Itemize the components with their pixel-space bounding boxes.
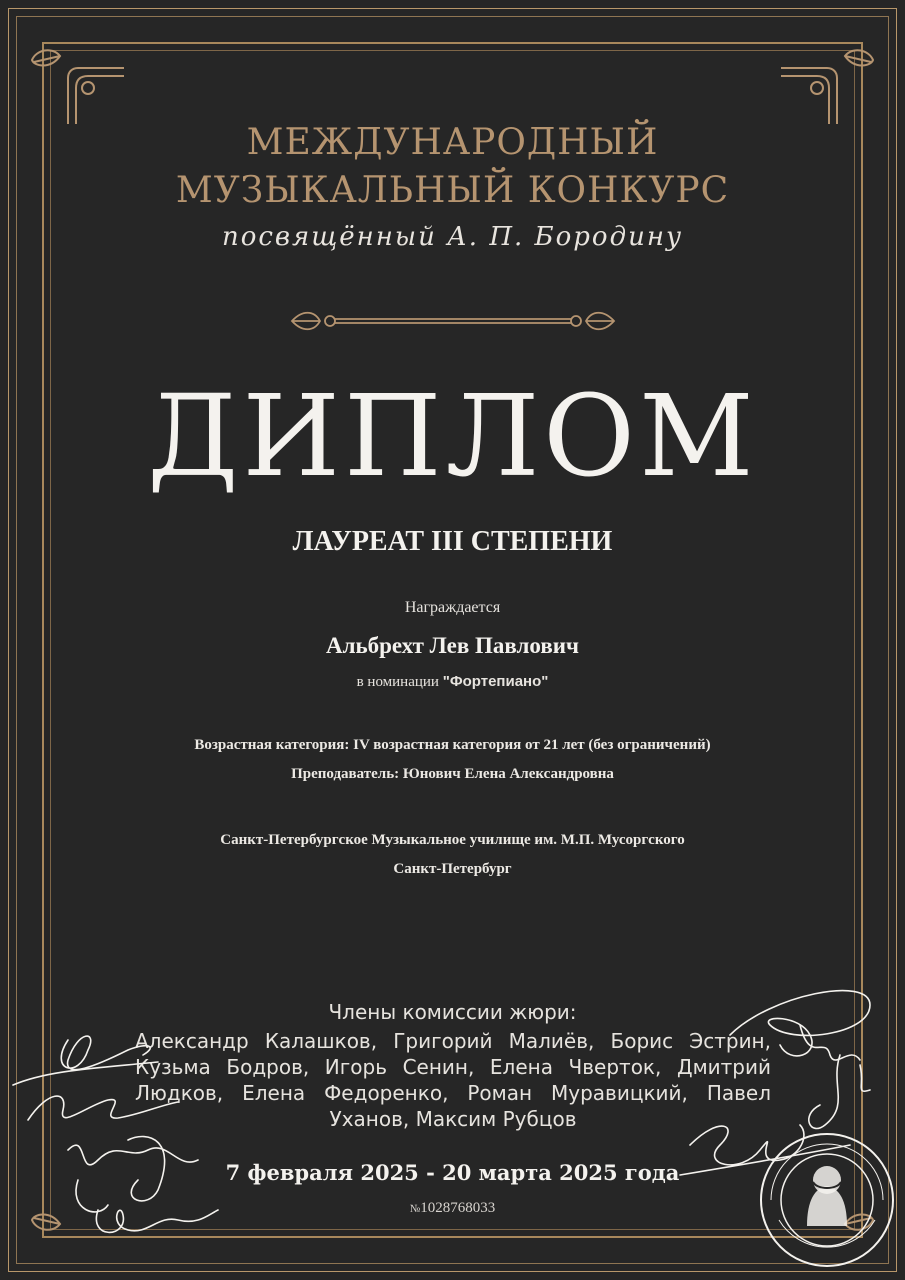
ornamental-divider-icon: [288, 306, 618, 336]
diploma-title: ДИПЛОМ: [147, 372, 758, 502]
number-value: 1028768033: [420, 1200, 496, 1216]
nomination-prefix: в номинации: [356, 674, 439, 690]
city: Санкт-Петербург: [393, 861, 512, 877]
recipient-name: Альбрехт Лев Павлович: [325, 633, 580, 658]
nomination: [0, 673, 905, 691]
jury-title: Члены комиссии жюри:: [328, 1000, 577, 1024]
contest-dates: 7 февраля 2025 - 20 марта 2025 года: [225, 1160, 680, 1185]
award-degree: ЛАУРЕАТ III СТЕПЕНИ: [292, 526, 613, 557]
dedication-subtitle: посвящённый А. П. Бородину: [221, 222, 684, 252]
school: Санкт-Петербургское Музыкальное училище им. М.П. Мусоргского: [220, 832, 685, 848]
scroll-corner-ornament-icon: [64, 64, 124, 124]
scroll-corner-ornament-icon: [781, 64, 841, 124]
contest-seal-icon: [757, 1130, 897, 1270]
number-sign: №: [409, 1203, 421, 1215]
teacher: Преподаватель: Юнович Елена Александровна: [291, 766, 614, 782]
contest-title-line2: МУЗЫКАЛЬНЫЙ КОНКУРС: [175, 170, 730, 211]
age-category: Возрастная категория: IV возрастная категория от 21 лет (без ограничений): [194, 737, 711, 753]
awarded-label: Награждается: [404, 599, 501, 616]
jury-members: Александр Калашков, Григорий Малиёв, Борис Эстрин, Кузьма Бодров, Игорь Сенин, Елена Чверток, Дмитрий Людков, Елена Федоренко, Роман Муравицкий, Павел Уханов, Максим Рубцов: [135, 1029, 771, 1131]
contest-title-line1: МЕЖДУНАРОДНЫЙ: [246, 122, 659, 163]
nomination-value: "Фортепиано": [442, 673, 549, 690]
